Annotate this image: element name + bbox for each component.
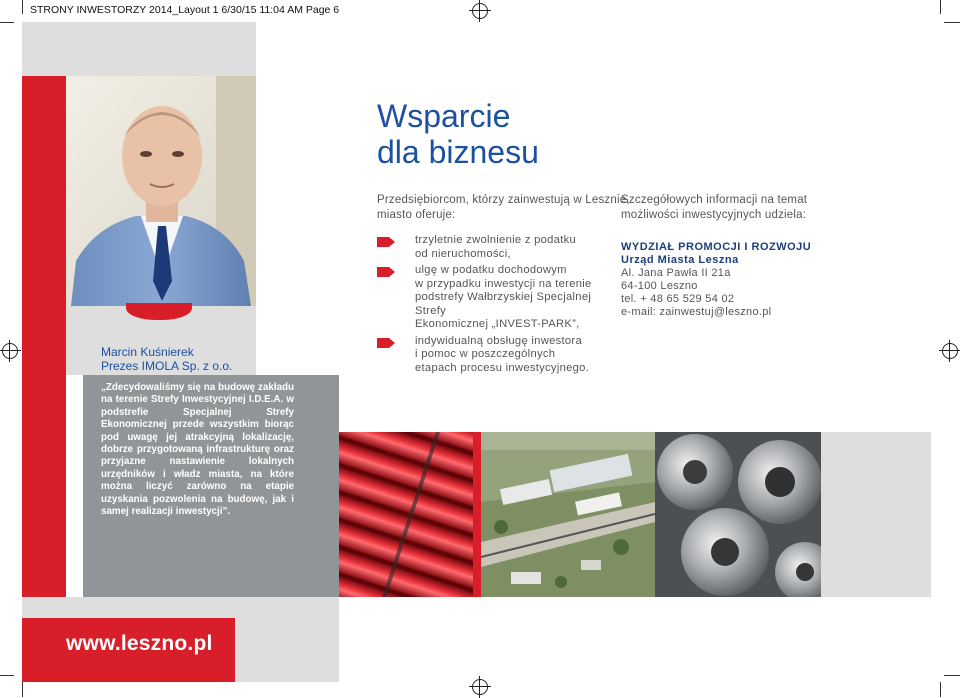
intro-text (377, 193, 630, 222)
contact-block (621, 193, 851, 319)
list-item-line: ulgę w podatku dochodowym (415, 264, 567, 276)
portrait-photo (66, 76, 256, 306)
list-item (377, 234, 617, 261)
contact-city: 64-100 Leszno (621, 280, 698, 292)
cast-metal-parts-photo (655, 432, 821, 597)
list-item (377, 264, 617, 332)
red-pipes-photo (339, 432, 473, 597)
page-title-line: Wsparcie (377, 98, 511, 134)
red-arrow-bullet-icon (377, 237, 395, 247)
website-link[interactable]: www.leszno.pl (66, 632, 213, 655)
contact-email[interactable]: e-mail: zainwestuj@leszno.pl (621, 306, 772, 318)
contact-department: WYDZIAŁ PROMOCJI I ROZWOJU (621, 241, 812, 253)
list-item-line: od nieruchomości, (415, 247, 511, 260)
crop-mark (22, 0, 23, 14)
crop-mark (940, 682, 941, 697)
photo-caption (101, 345, 232, 373)
crop-mark (0, 22, 14, 23)
red-arrow-bullet-icon (377, 267, 395, 277)
list-item-line: etapach procesu inwestycyjnego. (415, 361, 590, 374)
contact-street: Al. Jana Pawła II 21a (621, 267, 731, 279)
benefits-list (377, 234, 617, 375)
intro-line: miasto oferuje: (377, 208, 456, 221)
contact-office: Urząd Miasta Leszna (621, 254, 739, 266)
aerial-industrial-photo (481, 432, 655, 597)
list-item-line: trzyletnie zwolnienie z podatku (415, 234, 577, 246)
light-grey-photo-end (821, 432, 931, 597)
list-item (377, 335, 617, 376)
page-title (377, 98, 539, 170)
testimonial-quote: „Zdecydowaliśmy się na budowę zakładu na terenie Strefy Inwestycyjnej I.D.E.A. w podstrefie Specjalnej Strefy Ekonomicznej przede wszystkim biorąc pod uwagę jej atrakcyjną lokalizację, dobrze przygotowaną infrastrukturę oraz przyjazne nastawienie lokalnych urzędników i władz miasta, na które można liczyć zarówno na etapie uzyskania pozwolenia na budowę, jak i samej realizacji inwestycji”. (101, 382, 294, 518)
contact-intro-line: Szczegółowych informacji na temat (621, 194, 808, 206)
list-item-line: podstrefy Wałbrzyskiej Specjalnej Strefy (415, 291, 592, 317)
registration-mark-left (2, 343, 18, 359)
registration-mark-bottom (472, 679, 488, 695)
list-item-line: i pomoc w poszczególnych (415, 348, 556, 360)
list-item-line: w przypadku inwestycji na terenie (415, 277, 592, 290)
caption-name: Marcin Kuśnierek (101, 345, 194, 359)
crop-mark (0, 675, 14, 676)
list-item-line: indywidualną obsługę inwestora (415, 334, 582, 347)
red-arrow-bullet-icon (377, 338, 395, 348)
crop-mark (22, 682, 23, 697)
crop-mark (944, 675, 960, 676)
registration-mark-right (942, 343, 958, 359)
red-divider-block (473, 432, 481, 597)
contact-intro-line: możliwości inwestycyjnych udziela: (621, 208, 807, 221)
contact-phone: tel. + 48 65 529 54 02 (621, 293, 735, 305)
crop-mark (944, 22, 960, 23)
list-item-line: Ekonomicznej „INVEST-PARK”, (415, 318, 580, 330)
caption-position: Prezes IMOLA Sp. z o.o. (101, 359, 233, 373)
crop-mark (940, 0, 941, 14)
registration-mark-top (472, 3, 488, 19)
page-title-line: dla biznesu (377, 134, 539, 170)
red-vertical-bar (22, 76, 66, 597)
print-slug: STRONY INWESTORZY 2014_Layout 1 6/30/15 11:04 AM Page 6 (30, 4, 340, 16)
intro-line: Przedsiębiorcom, którzy zainwestują w Lesznie, (377, 194, 630, 206)
